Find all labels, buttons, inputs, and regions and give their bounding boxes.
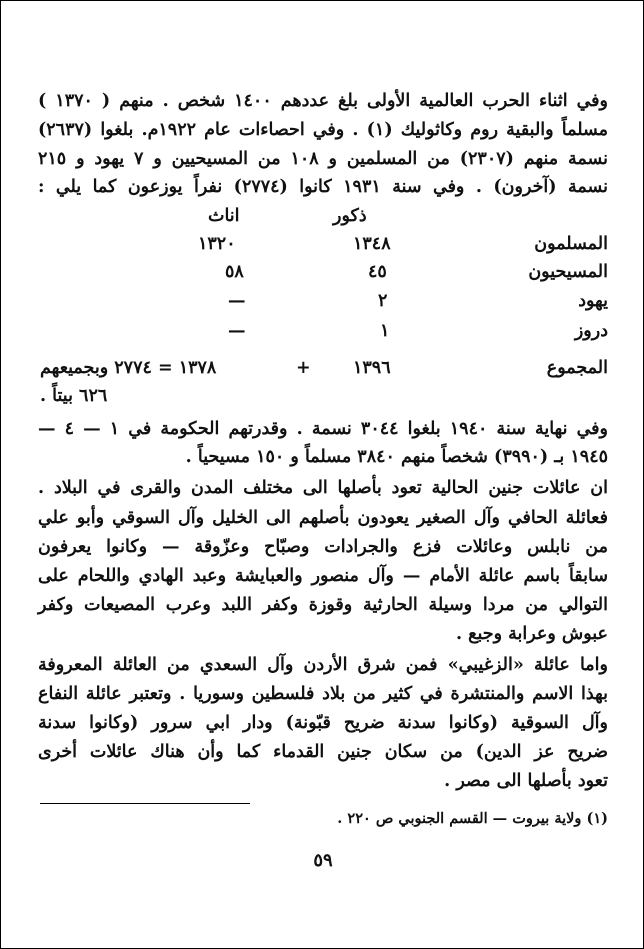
footnote-separator (40, 803, 250, 804)
paragraph-4-line-3: وآل السوقية (وكانوا سدنة ضريح قبّونة) ودار ابي سرور (وكانوا سدنة (38, 713, 608, 733)
paragraph-3-line-5: التوالي من مردا وسيلة الحارثية وقوزة وكفر اللبد وعرب المصيعات وكفر (38, 595, 608, 615)
table-row-female: — (228, 321, 246, 341)
paragraph-3-line-3: من نابلس وعائلات فزع والجرادات وصبّاح وعزّوقة — وكانوا يعرفون (38, 537, 608, 557)
paragraph-4-line-2: بهذا الاسم والمنتشرة في كثير من بلاد فلسطين وسوريا . وتعتبر عائلة النفاع (38, 684, 608, 704)
table-row-label: يهود (578, 291, 608, 311)
paragraph-4-line-1: واما عائلة «الزغيبي» فمن شرق الأردن وآل السعدي من العائلة المعروفة (38, 655, 608, 675)
table-row-male: ٤٥ (368, 262, 387, 282)
table-row-female: — (228, 291, 246, 311)
footnote: (١) ولاية بيروت — القسم الجنوبي ص ٢٢٠ . (337, 810, 608, 827)
table-row-male: ٢ (378, 291, 388, 311)
table-row-female: ٥٨ (225, 262, 244, 282)
table-total-label: المجموع (546, 358, 608, 378)
table-row-male: ١ (380, 321, 390, 341)
paragraph-2-line-2: ١٩٤٥ بـ (٣٩٩٠) شخصاً منهم ٣٨٤٠ مسلماً و ١٥٠ مسيحياً . (185, 447, 608, 467)
table-houses: ٦٢٦ بيتاً . (40, 386, 108, 406)
table-row-label: دروز (574, 321, 608, 341)
paragraph-4-line-4: ضريح عز الدين) من سكان جنين القدماء كما وأن هناك عائلات أخرى (38, 742, 608, 762)
paragraph-3-line-6: عبوش وعرابة وجبع . (455, 624, 608, 644)
table-total-male: ١٣٩٦ (353, 358, 391, 378)
table-row-male: ١٣٤٨ (353, 234, 391, 254)
paragraph-1-line-4: نسمة (آخرون) . وفي سنة ١٩٣١ كانوا (٢٧٧٤) نفراً يوزعون كما يلي : (38, 177, 608, 197)
paragraph-1-line-2: مسلماً والبقية روم وكاثوليك (١) . وفي احصاءات عام ١٩٢٢م. بلغوا (٢٦٣٧) (38, 120, 608, 140)
paragraph-1-line-1: وفي اثناء الحرب العالمية الأولى بلغ عددهم ١٤٠٠ شخص . منهم ( ١٣٧٠ ) (38, 91, 608, 111)
paragraph-2-line-1: وفي نهاية سنة ١٩٤٠ بلغوا ٣٠٤٤ نسمة . وقدرتهم الحكومة في ١ — ٤ — (38, 419, 608, 439)
paragraph-4-line-5: تعود بأصلها الى مصر . (444, 771, 608, 791)
page-number: ٥٩ (313, 850, 333, 871)
table-header-male: ذكور (333, 206, 367, 226)
table-row-female: ١٣٢٠ (198, 234, 236, 254)
table-total-plus: + (296, 358, 311, 378)
paragraph-3-line-2: فعائلة الحافي وآل الصغير يعودون بأصلهم الى الخليل وآل السوقي وأبو علي (38, 508, 608, 528)
table-header-female: اناث (208, 206, 240, 226)
table-row-label: المسيحيون (528, 262, 608, 282)
paragraph-3-line-4: سابقاً باسم عائلة الأمام — وآل منصور والعبايشة وعبد الهادي واللحام على (38, 566, 608, 586)
document-page (38, 78, 608, 878)
paragraph-1-line-3: نسمة منهم (٢٣٠٧) من المسلمين و ١٠٨ من المسيحيين و ٧ يهود و ٢١٥ (38, 149, 608, 169)
table-row-label: المسلمون (534, 234, 608, 254)
paragraph-3-line-1: ان عائلات جنين الحالية تعود بأصلها الى مختلف المدن والقرى في البلاد . (38, 478, 608, 498)
table-total-equation: ١٣٧٨ = ٢٧٧٤ وبجميعهم (40, 358, 217, 378)
